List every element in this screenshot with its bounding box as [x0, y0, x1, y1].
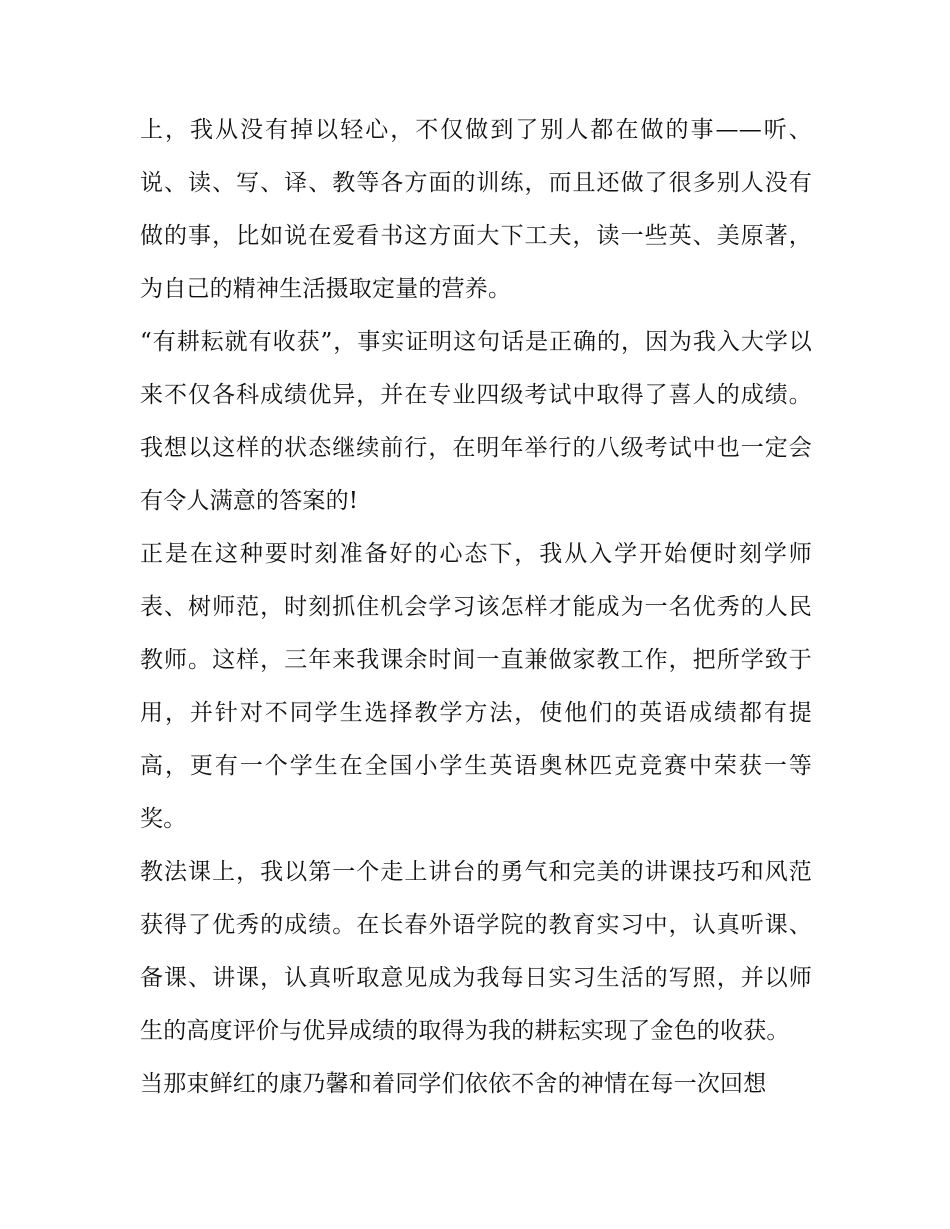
paragraph-1: 上，我从没有掉以轻心，不仅做到了别人都在做的事——听、说、读、写、译、教等各方面的训练，而且还做了很多别人没有做的事，比如说在爱看书这方面大下工夫，读一些英、美原著，为自己的精神生活摄取定量的营养。	[140, 117, 812, 302]
paragraph-4: 教法课上，我以第一个走上讲台的勇气和完美的讲课技巧和风范获得了优秀的成绩。在长春外语学院的教育实习中，认真听课、备课、讲课，认真听取意见成为我每日实习生活的写照，并以师生的高度评价与优异成绩的取得为我的耕耘实现了金色的收获。	[140, 859, 812, 1044]
paragraph-5: 当那束鲜红的康乃馨和着同学们依依不舍的神情在每一次回想	[140, 1071, 767, 1097]
paragraph-2: “有耕耘就有收获”，事实证明这句话是正确的，因为我入大学以来不仅各科成绩优异，并在专业四级考试中取得了喜人的成绩。我想以这样的状态继续前行，在明年举行的八级考试中也一定会有令人满意的答案的!	[140, 329, 812, 514]
document-body	[140, 104, 812, 1111]
paragraph-3: 正是在这种要时刻准备好的心态下，我从入学开始便时刻学师表、树师范，时刻抓住机会学习该怎样才能成为一名优秀的人民教师。这样，三年来我课余时间一直兼做家教工作，把所学致于用，并针对不同学生选择教学方法，使他们的英语成绩都有提高，更有一个学生在全国小学生英语奥林匹克竞赛中荣获一等奖。	[140, 541, 812, 832]
